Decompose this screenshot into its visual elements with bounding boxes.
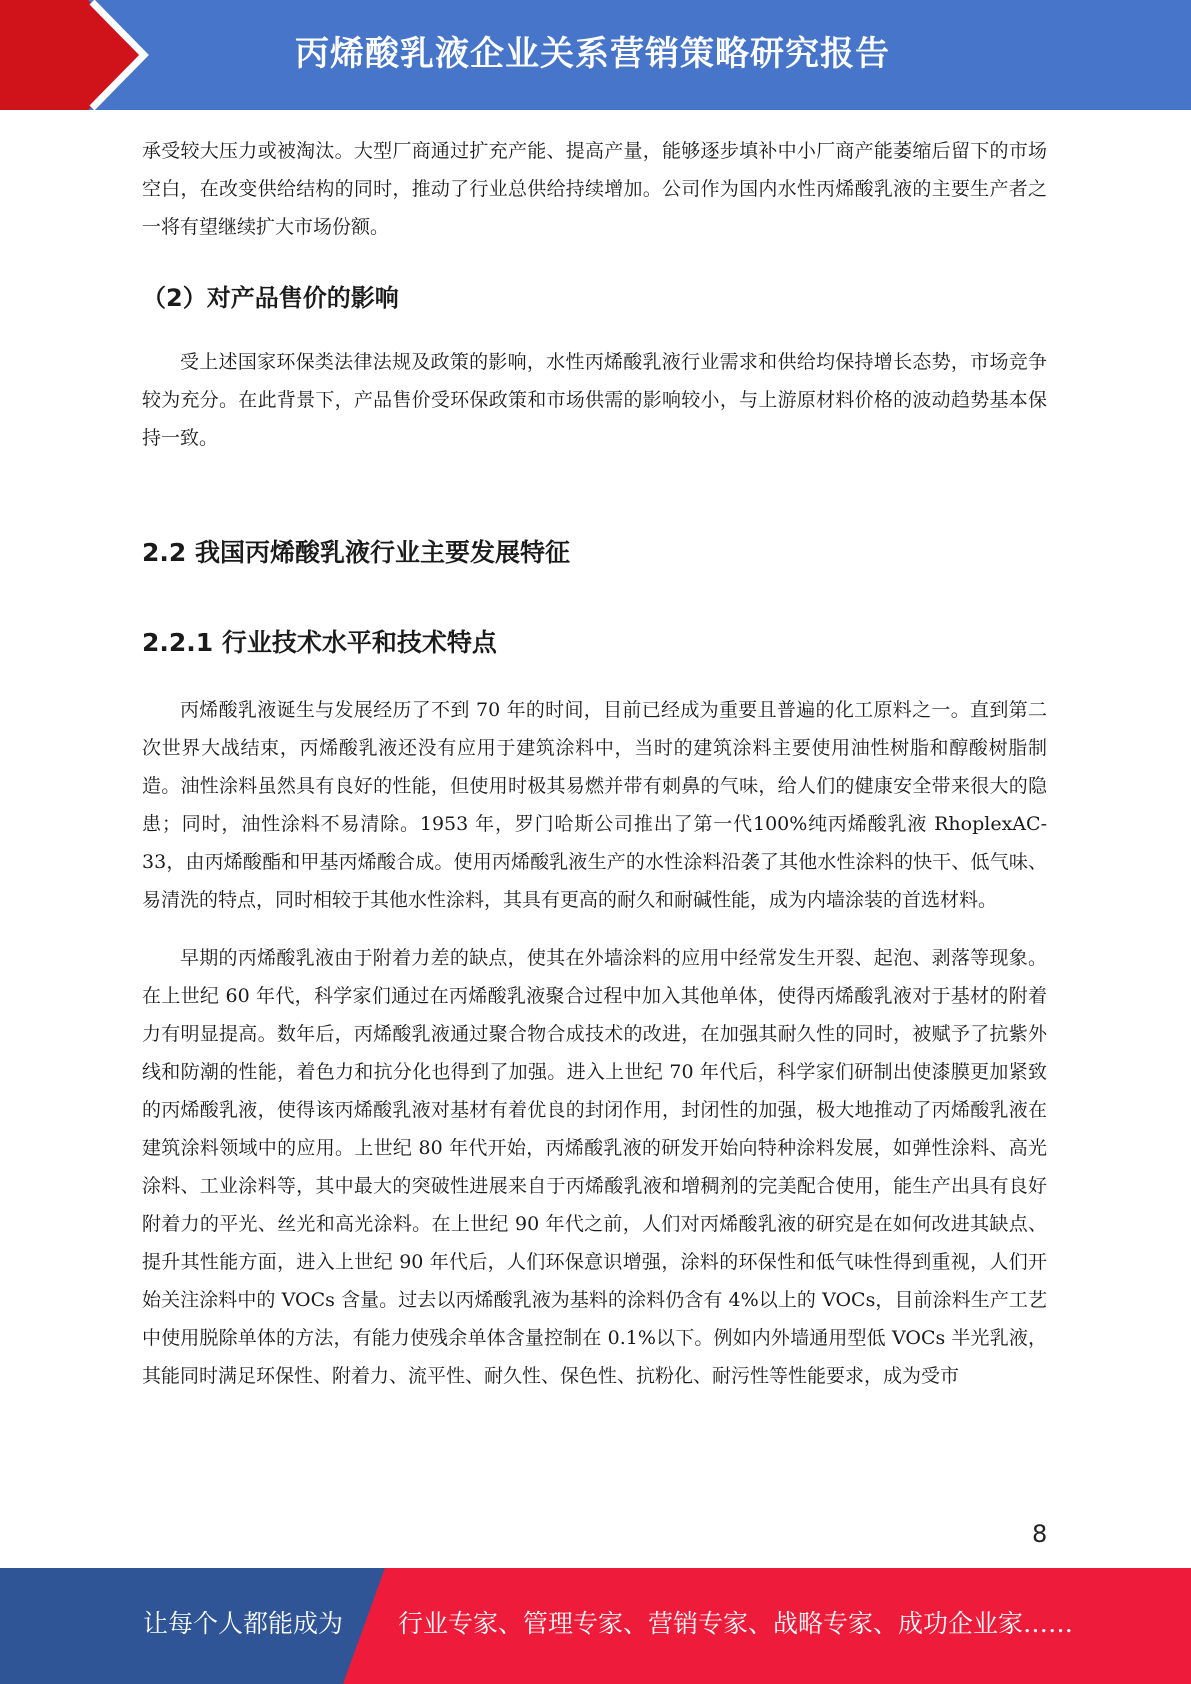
page-body — [142, 132, 1047, 1395]
footer-slogan-left: 让每个人都能成为 — [143, 1609, 344, 1638]
page-footer — [0, 1568, 1191, 1684]
subheading-price-impact: （2）对产品售价的影响 — [142, 284, 399, 312]
page-header — [0, 0, 1191, 110]
header-arrow-decoration — [0, 0, 160, 110]
page-number: 8 — [1032, 1520, 1048, 1548]
subsection-heading: 2.2.1 行业技术水平和技术特点 — [142, 628, 497, 657]
section-heading: 2.2 我国丙烯酸乳液行业主要发展特征 — [142, 538, 570, 567]
paragraph-price-impact: 受上述国家环保类法律法规及政策的影响，水性丙烯酸乳液行业需求和供给均保持增长态势，市场竞争较为充分。在此背景下，产品售价受环保政策和市场供需的影响较小，与上游原材料价格的波动趋势基本保持一致。 — [142, 351, 1047, 449]
paragraph-development: 早期的丙烯酸乳液由于附着力差的缺点，使其在外墙涂料的应用中经常发生开裂、起泡、剥落等现象。在上世纪 60 年代，科学家们通过在丙烯酸乳液聚合过程中加入其他单体，使得丙烯酸乳液对于基材的附着力有明显提高。数年后，丙烯酸乳液通过聚合物合成技术的改进，在加强其耐久性的同时，被赋予了抗紫外线和防潮的性能，着色力和抗分化也得到了加强。进入上世纪 70 年代后，科学家们研制出使漆膜更加紧致的丙烯酸乳液，使得该丙烯酸乳液对基材有着优良的封闭作用，封闭性的加强，极大地推动了丙烯酸乳液在建筑涂料领域中的应用。上世纪 80 年代开始，丙烯酸乳液的研发开始向特种涂料发展，如弹性涂料、高光涂料、工业涂料等，其中最大的突破性进展来自于丙烯酸乳液和增稠剂的完美配合使用，能生产出具有良好附着力的平光、丝光和高光涂料。在上世纪 90 年代之前，人们对丙烯酸乳液的研究是在如何改进其缺点、提升其性能方面，进入上世纪 90 年代后，人们环保意识增强，涂料的环保性和低气味性得到重视，人们开始关注涂料中的 VOCs 含量。过去以丙烯酸乳液为基料的涂料仍含有 4%以上的 VOCs，目前涂料生产工艺中使用脱除单体的方法，有能力使残余单体含量控制在 0.1%以下。例如内外墙通用型低 VOCs 半光乳液，其能同时满足环保性、附着力、流平性、耐久性、保色性、抗粉化、耐污性等性能要求，成为受市 — [142, 947, 1047, 1387]
paragraph-continued: 承受较大压力或被淘汰。大型厂商通过扩充产能、提高产量，能够逐步填补中小厂商产能萎缩后留下的市场空白，在改变供给结构的同时，推动了行业总供给持续增加。公司作为国内水性丙烯酸乳液的主要生产者之一将有望继续扩大市场份额。 — [142, 140, 1047, 238]
paragraph-history: 丙烯酸乳液诞生与发展经历了不到 70 年的时间，目前已经成为重要且普遍的化工原料之一。直到第二次世界大战结束，丙烯酸乳液还没有应用于建筑涂料中，当时的建筑涂料主要使用油性树脂和醇酸树脂制造。油性涂料虽然具有良好的性能，但使用时极其易燃并带有刺鼻的气味，给人们的健康安全带来很大的隐患；同时，油性涂料不易清除。1953 年，罗门哈斯公司推出了第一代100%纯丙烯酸乳液 RhoplexAC-33，由丙烯酸酯和甲基丙烯酸合成。使用丙烯酸乳液生产的水性涂料沿袭了其他水性涂料的快干、低气味、易清洗的特点，同时相较于其他水性涂料，其具有更高的耐久和耐碱性能，成为内墙涂装的首选材料。 — [142, 699, 1047, 911]
report-title: 丙烯酸乳液企业关系营销策略研究报告 — [295, 34, 890, 74]
footer-slogan-right: 行业专家、管理专家、营销专家、战略专家、成功企业家…… — [398, 1609, 1074, 1638]
